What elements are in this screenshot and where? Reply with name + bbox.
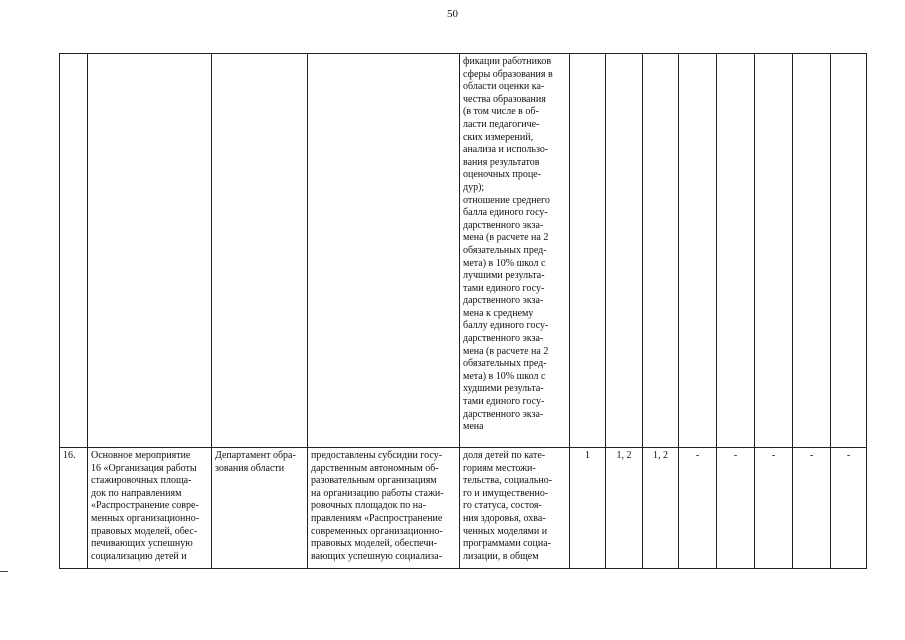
cell-value-5: -: [717, 448, 755, 569]
cell-value-4: -: [679, 448, 717, 569]
table-row-16: [60, 448, 867, 569]
cell-value-empty: [606, 54, 643, 448]
cell-indicator: доля детей по кате- гориям местожи- тельства, социально- го и имущественно- го статуса, состоя- ния здоровья, охва- ченных моделями и программами социа- лизации, в общем: [460, 448, 570, 569]
cell-result-empty: [308, 54, 460, 448]
cell-executor-empty: [212, 54, 308, 448]
cell-value-3: 1, 2: [643, 448, 679, 569]
cell-result: предоставлены субсидии госу- дарственным автономным об- разовательным организациям на организацию работы стажи- ровочных площадок по на- правлениям «Распространение современных организационно- правовых моделей, обеспечи- вающих успешную социализа-: [308, 448, 460, 569]
cell-value-empty: [643, 54, 679, 448]
cell-indicators-continued: фикации работников сферы образования в области оценки ка- чества образования (в том числе в об- ласти педагогиче- ских измерений, анализа и использо- вания результатов оценочных проце- дур); отношение среднего балла единого госу- дарственного экза- мена (в расчете на 2 обязательных пред- мета) в 10% школ с лучшими результа- тами единого госу- дарственного экза- мена к среднему баллу единого госу- дарственного экза- мена (в расчете на 2 обязательных пред- мета) в 10% школ с худшими результа- тами единого госу- дарственного экза- мена: [460, 54, 570, 448]
cell-executor: Департамент обра- зования области: [212, 448, 308, 569]
cell-value-empty: [717, 54, 755, 448]
scan-edge-mark: [0, 571, 8, 572]
table-row-continued: [60, 54, 867, 448]
cell-value-1: 1: [570, 448, 606, 569]
cell-event: Основное мероприятие 16 «Организация работы стажировочных площа- док по направлениям «Распространение совре- менных организационно- правовых моделей, обес- печивающих успешную социализацию детей и: [88, 448, 212, 569]
cell-number: 16.: [60, 448, 88, 569]
cell-value-empty: [755, 54, 793, 448]
program-table: [59, 53, 867, 569]
cell-value-2: 1, 2: [606, 448, 643, 569]
cell-value-empty: [679, 54, 717, 448]
cell-event-empty: [88, 54, 212, 448]
cell-value-6: -: [755, 448, 793, 569]
cell-value-empty: [793, 54, 831, 448]
cell-value-8: -: [831, 448, 867, 569]
cell-number-empty: [60, 54, 88, 448]
cell-value-empty: [570, 54, 606, 448]
cell-value-empty: [831, 54, 867, 448]
page-number: 50: [447, 8, 458, 20]
cell-value-7: -: [793, 448, 831, 569]
